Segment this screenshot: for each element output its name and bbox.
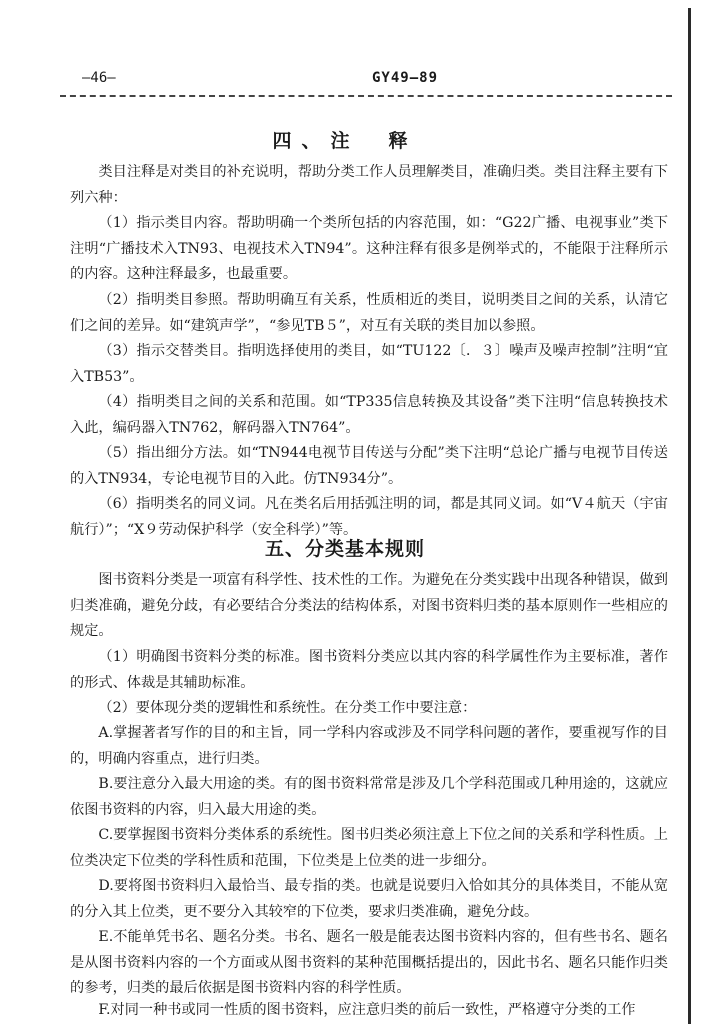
section-title-notes: 四、注 释: [272, 130, 418, 152]
note-item-6: （6）指明类名的同义词。凡在类名后用括弧注明的词，都是其同义词。如“V４航天（宇宙航行）”；“X９劳动保护科学（安全科学）”等。: [70, 496, 668, 538]
rule-2: （2）要体现分类的逻辑性和系统性。在分类工作中要注意：: [98, 700, 477, 716]
rules-intro: 图书资料分类是一项富有科学性、技术性的工作。为避免在分类实践中出现各种错误，做到归类准确，避免分歧，有必要结合分类法的结构体系，对图书资料归类的基本原则作一些相应的规定。: [70, 572, 668, 639]
rule-2-sub-f: F.对同一种书或同一性质的图书资料，应注意归类的前后一致性，严格遵守分类的工作: [98, 1002, 636, 1018]
standard-code: GY49—89: [372, 70, 439, 86]
scan-edge: [688, 8, 691, 1024]
section-title-rules: 五、分类基本规则: [264, 538, 425, 560]
rule-2-sub-c: C.要掌握图书资料分类体系的系统性。图书归类必须注意上下位之间的关系和学科性质。上位类决定下位类的学科性质和范围，下位类是上位类的进一步细分。: [70, 827, 668, 869]
note-item-3: （3）指示交替类目。指明选择使用的类目，如“TU122〔．３〕噪声及噪声控制”注明“宜入TB53”。: [70, 343, 668, 385]
page-header: [82, 70, 672, 94]
page-number: —46—: [82, 70, 116, 86]
rule-2-sub-d: D.要将图书资料归入最恰当、最专指的类。也就是说要归入恰如其分的具体类目，不能从宽的分入其上位类，更不要分入其较窄的下位类，要求归类准确，避免分歧。: [70, 878, 668, 920]
rule-2-sub-a: A.掌握著者写作的目的和主旨，同一学科内容或涉及不同学科问题的著作，要重视写作的目的，明确内容重点，进行归类。: [70, 725, 668, 767]
header-rule: [60, 95, 672, 97]
note-item-5: （5）指出细分方法。如“TN944电视节目传送与分配”类下注明“总论广播与电视节目传送的入TN934，专论电视节目的入此。仿TN934分”。: [70, 445, 668, 487]
note-item-1: （1）指示类目内容。帮助明确一个类所包括的内容范围，如：“G22广播、电视事业”类下注明“广播技术入TN93、电视技术入TN94”。这种注释有很多是例举式的，不能限于注释所示的内容。这种注释最多，也最重要。: [70, 215, 668, 282]
rule-2-sub-e: E.不能单凭书名、题名分类。书名、题名一般是能表达图书资料内容的，但有些书名、题名是从图书资料内容的一个方面或从图书资料的某种范围概括提出的，因此书名、题名只能作归类的参考，归类的最后依据是图书资料内容的科学性质。: [70, 929, 668, 996]
note-item-2: （2）指明类目参照。帮助明确互有关系，性质相近的类目，说明类目之间的关系，认清它们之间的差异。如“建筑声学”，“参见TB５”，对互有关联的类目加以参照。: [70, 292, 668, 334]
note-item-4: （4）指明类目之间的关系和范围。如“TP335信息转换及其设备”类下注明“信息转换技术入此，编码器入TN762，解码器入TN764”。: [70, 394, 668, 436]
rule-2-sub-b: B.要注意分入最大用途的类。有的图书资料常常是涉及几个学科范围或几种用途的，这就应依图书资料的内容，归入最大用途的类。: [70, 776, 668, 818]
rule-1: （1）明确图书资料分类的标准。图书资料分类应以其内容的科学属性作为主要标准，著作的形式、体裁是其辅助标准。: [70, 649, 668, 691]
notes-intro: 类目注释是对类目的补充说明，帮助分类工作人员理解类目，准确归类。类目注释主要有下列六种：: [70, 164, 668, 206]
